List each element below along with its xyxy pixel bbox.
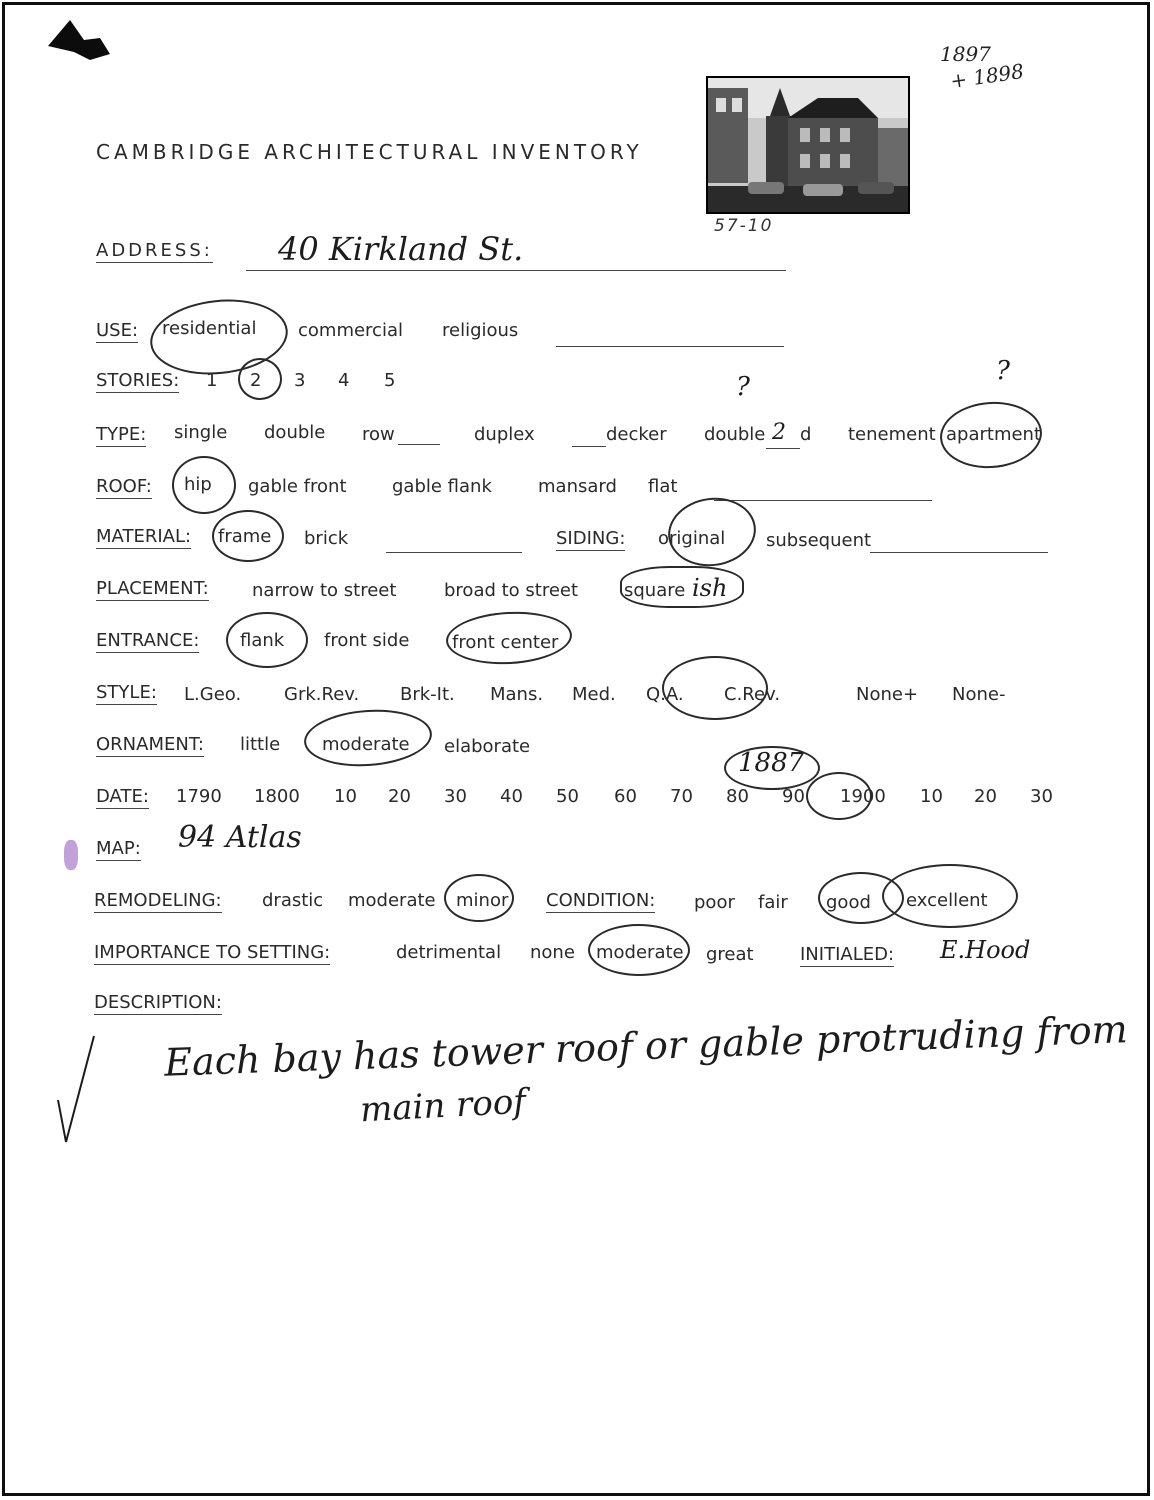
entrance-flank-circle [226, 612, 308, 668]
roof-mansard[interactable]: mansard [538, 476, 617, 497]
type-double-decker[interactable]: double [704, 424, 766, 445]
siding-label: SIDING: [556, 528, 626, 549]
date-handwritten-circle [724, 746, 820, 790]
date-60[interactable]: 60 [614, 786, 637, 807]
initialed-value[interactable]: E.Hood [940, 936, 1031, 964]
ink-mark [64, 840, 78, 870]
ornament-moderate[interactable]: moderate [322, 734, 410, 755]
note-year-1: 1897 [940, 42, 991, 66]
map-value[interactable]: 94 Atlas [178, 820, 302, 855]
stories-label: STORIES: [96, 370, 180, 391]
use-other-line [556, 346, 784, 347]
siding-other-line [870, 552, 1048, 553]
type-single[interactable]: single [174, 422, 228, 443]
style-grkrev[interactable]: Grk.Rev. [284, 684, 360, 705]
use-religious[interactable]: religious [442, 320, 519, 341]
importance-great[interactable]: great [706, 944, 754, 965]
roof-gable-flank[interactable]: gable flank [392, 476, 492, 497]
use-commercial[interactable]: commercial [298, 320, 403, 341]
roof-label: ROOF: [96, 476, 152, 497]
importance-moderate[interactable]: moderate [596, 942, 684, 963]
style-lgeo[interactable]: L.Geo. [184, 684, 242, 705]
roof-selected-circle [172, 456, 236, 514]
type-double[interactable]: double [264, 422, 326, 443]
date-20[interactable]: 20 [388, 786, 411, 807]
remodeling-minor[interactable]: minor [456, 890, 509, 911]
form-title: CAMBRIDGE ARCHITECTURAL INVENTORY [96, 140, 643, 164]
date-1790[interactable]: 1790 [176, 786, 222, 807]
condition-label: CONDITION: [546, 890, 656, 911]
type-decker-line [572, 446, 606, 447]
style-none-plus[interactable]: None+ [856, 684, 919, 705]
material-other-line [386, 552, 522, 553]
type-d[interactable]: d [800, 424, 812, 445]
condition-poor[interactable]: poor [694, 892, 735, 913]
material-label: MATERIAL: [96, 526, 192, 547]
placement-broad[interactable]: broad to street [444, 580, 579, 601]
type-duplex[interactable]: duplex [474, 424, 535, 445]
condition-fair[interactable]: fair [758, 892, 788, 913]
type-label: TYPE: [96, 424, 147, 445]
photo-number: 57-10 [714, 216, 774, 236]
placement-handwritten: ish [692, 574, 728, 602]
address-label: ADDRESS: [96, 240, 213, 261]
entrance-label: ENTRANCE: [96, 630, 200, 651]
roof-hip[interactable]: hip [184, 474, 212, 495]
type-decker[interactable]: decker [606, 424, 667, 445]
date-40[interactable]: 40 [500, 786, 523, 807]
style-label: STYLE: [96, 682, 157, 703]
stories-1[interactable]: 1 [206, 370, 218, 391]
remodeling-moderate[interactable]: moderate [348, 890, 436, 911]
condition-good[interactable]: good [826, 892, 871, 913]
material-frame[interactable]: frame [218, 526, 272, 547]
stories-5[interactable]: 5 [384, 370, 396, 391]
type-apartment[interactable]: apartment [946, 424, 1042, 445]
date-label: DATE: [96, 786, 149, 807]
ornament-label: ORNAMENT: [96, 734, 204, 755]
date-70[interactable]: 70 [670, 786, 693, 807]
roof-flat[interactable]: flat [648, 476, 678, 497]
style-mans[interactable]: Mans. [490, 684, 544, 705]
placement-square[interactable]: square [624, 580, 686, 601]
corner-mark-icon [44, 14, 116, 64]
stories-4[interactable]: 4 [338, 370, 350, 391]
stories-selected-circle [238, 358, 282, 400]
style-crev[interactable]: C.Rev. [724, 684, 781, 705]
building-photo [706, 76, 910, 214]
date-selected-circle [806, 772, 872, 820]
address-line [246, 270, 786, 271]
stories-2[interactable]: 2 [250, 370, 262, 391]
type-row[interactable]: row [362, 424, 395, 445]
date-90[interactable]: 90 [782, 786, 805, 807]
use-residential[interactable]: residential [162, 318, 257, 339]
style-selected-circle [662, 656, 768, 720]
remodeling-selected-circle [444, 874, 514, 922]
siding-original[interactable]: original [658, 528, 726, 549]
type-double-decker-count: 2 [772, 420, 786, 445]
date-1920[interactable]: 20 [974, 786, 997, 807]
description-line-2[interactable]: main roof [359, 1081, 527, 1131]
description-line-1[interactable]: Each bay has tower roof or gable protruding from [163, 1007, 1129, 1085]
date-80[interactable]: 80 [726, 786, 749, 807]
date-1930[interactable]: 30 [1030, 786, 1053, 807]
initialed-label: INITIALED: [800, 944, 895, 965]
date-10[interactable]: 10 [334, 786, 357, 807]
entrance-flank[interactable]: flank [240, 630, 285, 651]
material-selected-circle [212, 510, 284, 562]
type-query-mark-1: ? [736, 372, 750, 402]
placement-label: PLACEMENT: [96, 578, 209, 599]
style-brkit[interactable]: Brk-It. [400, 684, 455, 705]
stories-3[interactable]: 3 [294, 370, 306, 391]
placement-selected-circle [620, 566, 744, 608]
condition-excellent[interactable]: excellent [906, 890, 988, 911]
style-none-minus[interactable]: None- [952, 684, 1006, 705]
importance-none[interactable]: none [530, 942, 575, 963]
siding-subsequent[interactable]: subsequent [766, 530, 872, 551]
ornament-elaborate[interactable]: elaborate [444, 736, 531, 757]
date-1910[interactable]: 10 [920, 786, 943, 807]
importance-label: IMPORTANCE TO SETTING: [94, 942, 331, 963]
material-brick[interactable]: brick [304, 528, 349, 549]
date-30[interactable]: 30 [444, 786, 467, 807]
date-1900[interactable]: 1900 [840, 786, 886, 807]
roof-other-line [714, 500, 932, 501]
description-label: DESCRIPTION: [94, 992, 222, 1013]
entrance-front-center[interactable]: front center [452, 632, 559, 653]
use-label: USE: [96, 320, 139, 341]
map-label: MAP: [96, 838, 141, 859]
roof-gable-front[interactable]: gable front [248, 476, 347, 497]
entrance-front-side[interactable]: front side [324, 630, 410, 651]
address-value[interactable]: 40 Kirkland St. [278, 230, 524, 268]
ornament-little[interactable]: little [240, 734, 281, 755]
type-double-decker-line [766, 448, 800, 449]
date-50[interactable]: 50 [556, 786, 579, 807]
type-row-line [398, 444, 440, 445]
remodeling-label: REMODELING: [94, 890, 222, 911]
note-year-2: + 1898 [948, 58, 1026, 94]
remodeling-drastic[interactable]: drastic [262, 890, 324, 911]
date-handwritten: 1887 [738, 748, 805, 778]
type-tenement[interactable]: tenement [848, 424, 936, 445]
style-med[interactable]: Med. [572, 684, 616, 705]
importance-detrimental[interactable]: detrimental [396, 942, 502, 963]
importance-selected-circle [588, 924, 690, 976]
style-qa[interactable]: Q.A. [646, 684, 684, 705]
placement-narrow[interactable]: narrow to street [252, 580, 397, 601]
condition-excellent-circle [882, 864, 1018, 928]
type-query-mark-2: ? [996, 356, 1010, 386]
checkmark-icon [52, 1030, 102, 1150]
date-1800[interactable]: 1800 [254, 786, 300, 807]
